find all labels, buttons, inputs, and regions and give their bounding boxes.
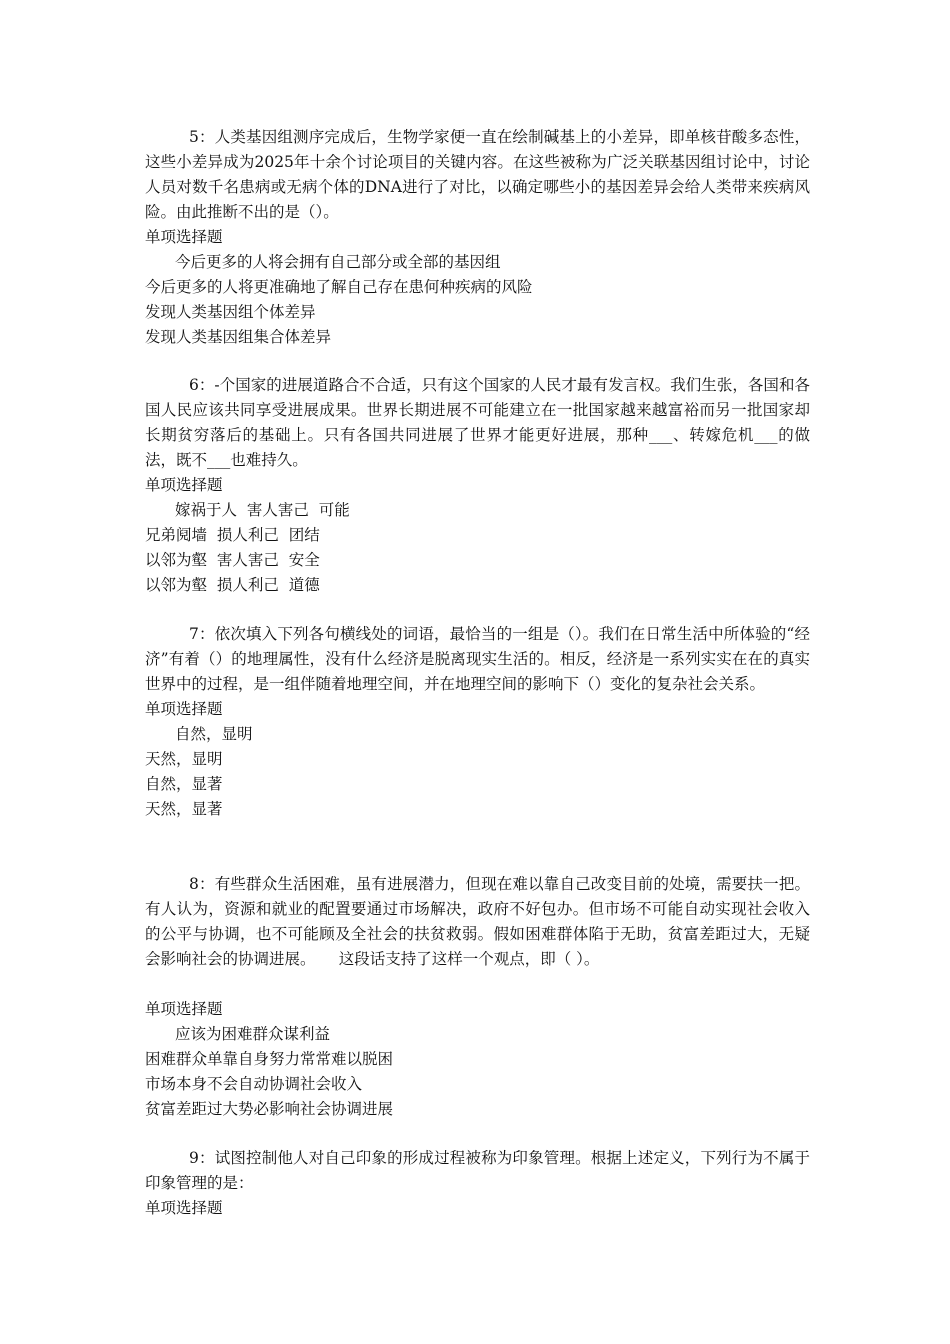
question-6 — [145, 373, 810, 598]
question-type-label: 单项选择题 — [145, 1000, 223, 1018]
option-d: 贫富差距过大势必影响社会协调进展 — [145, 1100, 394, 1118]
option-d: 以邻为壑 损人利己 道德 — [145, 576, 320, 594]
option-b: 天然，显明 — [145, 750, 223, 768]
question-stem: 7：依次填入下列各句横线处的词语，最恰当的一组是（）。我们在日常生活中所体验的“经济”有着（）的地理属性，没有什么经济是脱离现实生活的。相反，经济是一系列实实在在的真实世界中的过程，是一组伴随着地理空间，并在地理空间的影响下（）变化的复杂社会关系。 — [145, 625, 810, 693]
question-8 — [145, 872, 810, 1122]
option-b: 今后更多的人将更准确地了解自己存在患何种疾病的风险 — [145, 278, 533, 296]
option-b: 兄弟阋墙 损人利己 团结 — [145, 526, 320, 544]
option-a: 嫁祸于人 害人害己 可能 — [175, 501, 350, 519]
question-type-label: 单项选择题 — [145, 1199, 223, 1217]
question-stem: 8：有些群众生活困难，虽有进展潜力，但现在难以靠自己改变目前的处境，需要扶一把。有人认为，资源和就业的配置要通过市场解决，政府不好包办。但市场不可能自动实现社会收入的公平与协调，也不可能顾及全社会的扶贫救弱。假如困难群体陷于无助，贫富差距过大，无疑会影响社会的协调进展。 这段话支持了这样一个观点，即（ ）。 — [145, 875, 810, 968]
question-9 — [145, 1146, 810, 1221]
option-d: 天然，显著 — [145, 800, 223, 818]
question-7 — [145, 622, 810, 822]
question-type-label: 单项选择题 — [145, 228, 223, 246]
question-type-label: 单项选择题 — [145, 476, 223, 494]
option-a: 今后更多的人将会拥有自己部分或全部的基因组 — [175, 253, 501, 271]
option-c: 市场本身不会自动协调社会收入 — [145, 1075, 363, 1093]
option-d: 发现人类基因组集合体差异 — [145, 328, 332, 346]
question-stem: 5：人类基因组测序完成后，生物学家便一直在绘制碱基上的小差异，即单核苷酸多态性，这些小差异成为2025年十余个讨论项目的关键内容。在这些被称为广泛关联基因组讨论中，讨论人员对数千名患病或无病个体的DNA进行了对比，以确定哪些小的基因差异会给人类带来疾病风险。由此推断不出的是（）。 — [145, 128, 810, 221]
question-stem: 6：-个国家的进展道路合不合适，只有这个国家的人民才最有发言权。我们生张，各国和各国人民应该共同享受进展成果。世界长期进展不可能建立在一批国家越来越富裕而另一批国家却长期贫穷落后的基础上。只有各国共同进展了世界才能更好进展，那种___、转嫁危机___的做法，既不___也难持久。 — [145, 376, 810, 469]
question-5 — [145, 125, 810, 350]
option-c: 发现人类基因组个体差异 — [145, 303, 316, 321]
option-a: 应该为困难群众谋利益 — [175, 1025, 331, 1043]
option-c: 以邻为壑 害人害己 安全 — [145, 551, 320, 569]
question-type-label: 单项选择题 — [145, 700, 223, 718]
option-b: 困难群众单靠自身努力常常难以脱困 — [145, 1050, 394, 1068]
option-c: 自然，显著 — [145, 775, 223, 793]
option-a: 自然，显明 — [175, 725, 253, 743]
question-stem: 9：试图控制他人对自己印象的形成过程被称为印象管理。根据上述定义，下列行为不属于印象管理的是： — [145, 1149, 810, 1192]
